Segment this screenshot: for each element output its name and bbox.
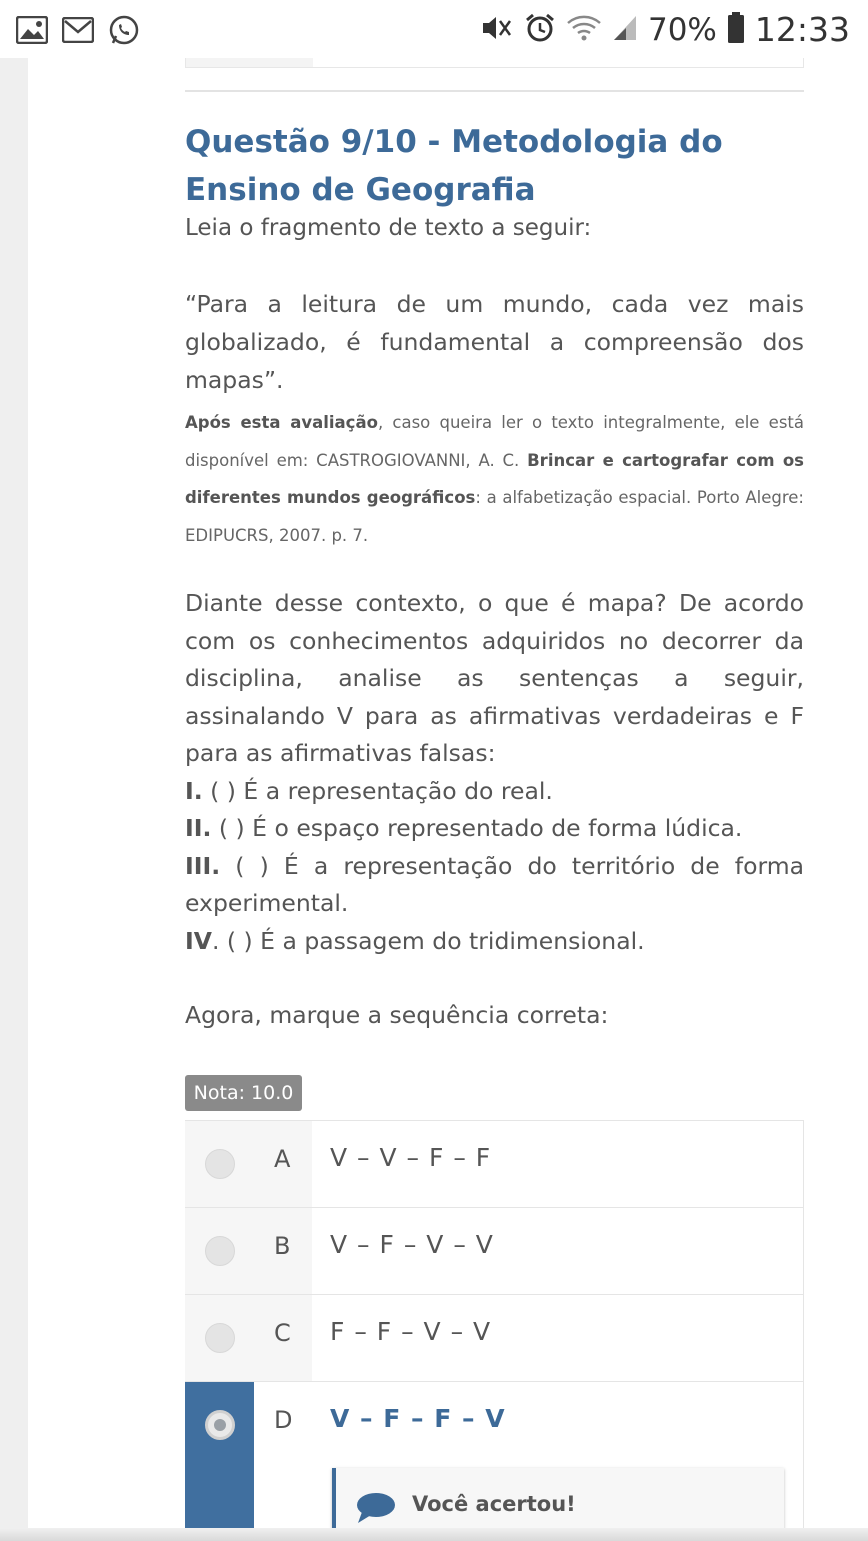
feedback-title: Você acertou! bbox=[412, 1492, 576, 1516]
reference-text-2: : a alfabetização espacial. Porto Alegre: EDIPUCRS, 2007. p. 7. bbox=[185, 488, 804, 545]
left-gutter bbox=[0, 58, 28, 1541]
reference-bold-1: Após esta avaliação bbox=[185, 413, 378, 432]
statement-4 bbox=[185, 923, 804, 961]
reference-text-1: , caso queira ler o texto integralmente, ele está disponível em: CASTROGIOVANNI, A. C. bbox=[185, 413, 805, 470]
grade-badge: Nota: 10.0 bbox=[185, 1075, 302, 1111]
statement-2 bbox=[185, 810, 804, 848]
status-bar bbox=[0, 0, 868, 62]
radio-button[interactable] bbox=[205, 1149, 235, 1179]
gmail-icon bbox=[62, 17, 94, 47]
statement-text: ( ) É a representação do real. bbox=[202, 776, 553, 805]
question-intro: Leia o fragmento de texto a seguir: bbox=[185, 215, 592, 241]
option-b[interactable] bbox=[185, 1208, 804, 1295]
question-prompt: Agora, marque a sequência correta: bbox=[185, 1001, 609, 1029]
radio-button-selected[interactable] bbox=[205, 1410, 235, 1440]
wifi-icon bbox=[566, 13, 602, 47]
selected-indicator bbox=[185, 1382, 254, 1541]
option-letter: A bbox=[274, 1145, 291, 1173]
option-content[interactable] bbox=[312, 1121, 804, 1207]
radio-button[interactable] bbox=[205, 1323, 235, 1353]
question-body-text: Diante desse contexto, o que é mapa? De acordo com os conhecimentos adquiridos no decorrer da disciplina, analise as sentenças a seguir, assinalando V para as afirmativas verdadeiras e F para as afirmativas falsas: bbox=[185, 589, 804, 767]
option-a[interactable] bbox=[185, 1121, 804, 1208]
statement-number: II. bbox=[185, 814, 212, 842]
statement-3 bbox=[185, 848, 804, 923]
whatsapp-icon bbox=[108, 14, 140, 50]
statement-text: ( ) É a representação do território de forma experimental. bbox=[185, 851, 804, 917]
option-selector[interactable] bbox=[185, 1295, 312, 1381]
option-selector[interactable] bbox=[185, 1121, 312, 1207]
option-selector[interactable] bbox=[185, 1382, 312, 1541]
radio-button[interactable] bbox=[205, 1236, 235, 1266]
battery-icon bbox=[727, 12, 745, 48]
gallery-icon bbox=[16, 16, 48, 48]
question-body bbox=[185, 585, 804, 960]
option-text: V – V – F – F bbox=[330, 1143, 492, 1172]
option-text: V – F – F – V bbox=[330, 1404, 506, 1433]
divider bbox=[185, 90, 804, 92]
reference-bold-2: Brincar e cartografar com os diferentes mundos geográficos bbox=[185, 450, 804, 507]
option-letter: D bbox=[274, 1406, 293, 1434]
alarm-icon bbox=[524, 12, 556, 48]
battery-percent: 70% bbox=[647, 11, 717, 48]
previous-card-stub bbox=[186, 58, 313, 67]
comment-icon bbox=[356, 1492, 396, 1528]
statement-number: IV bbox=[185, 926, 212, 955]
option-content[interactable] bbox=[312, 1208, 804, 1294]
statement-text: . ( ) É a passagem do tridimensional. bbox=[211, 926, 645, 955]
mute-icon bbox=[480, 13, 514, 47]
option-text: V – F – V – V bbox=[330, 1230, 494, 1259]
question-reference bbox=[185, 404, 804, 554]
option-selector[interactable] bbox=[185, 1208, 312, 1294]
question-title: Questão 9/10 - Metodologia do Ensino de Geografia bbox=[185, 124, 723, 208]
option-letter: B bbox=[274, 1232, 291, 1260]
bottom-edge bbox=[0, 1528, 868, 1541]
option-content[interactable] bbox=[312, 1295, 804, 1381]
option-c[interactable] bbox=[185, 1295, 804, 1382]
option-letter: C bbox=[274, 1319, 291, 1347]
option-text: F – F – V – V bbox=[330, 1317, 492, 1346]
statement-text: ( ) É o espaço representado de forma lúdica. bbox=[211, 814, 743, 842]
previous-question-card bbox=[185, 58, 804, 68]
clock: 12:33 bbox=[754, 10, 850, 49]
question-quote: “Para a leitura de um mundo, cada vez mais globalizado, é fundamental a compreensão dos mapas”. bbox=[185, 290, 804, 394]
signal-icon bbox=[612, 14, 638, 46]
statement-number: III. bbox=[185, 851, 221, 880]
statement-1 bbox=[185, 773, 804, 811]
statement-number: I. bbox=[185, 776, 203, 805]
